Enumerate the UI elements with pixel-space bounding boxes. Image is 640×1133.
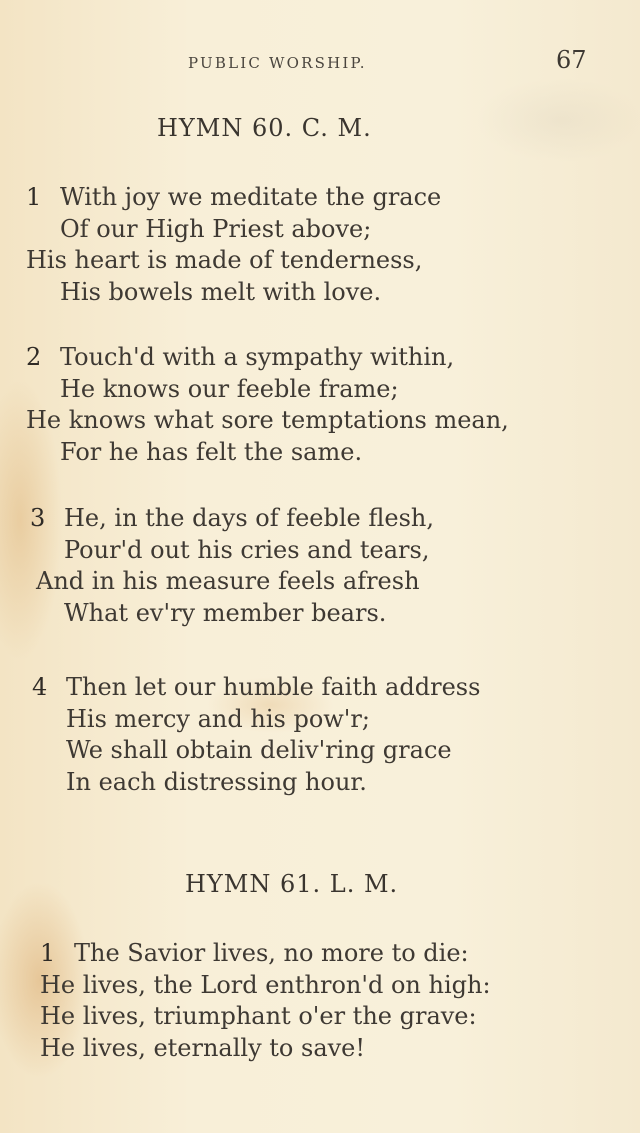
- verse-line: 2 Touch'd with a sympathy within,: [26, 342, 509, 374]
- verse-line: Pour'd out his cries and tears,: [64, 535, 430, 564]
- stanza: [40, 938, 491, 1064]
- verse-line: 1 The Savior lives, no more to die:: [40, 938, 491, 970]
- verse-line: He knows our feeble frame;: [60, 374, 399, 403]
- verse-line: 1 With joy we meditate the grace: [26, 182, 441, 214]
- verse-line: What ev'ry member bears.: [64, 598, 387, 627]
- verse-line: He lives, triumphant o'er the grave:: [40, 1002, 477, 1030]
- stanza: [26, 182, 441, 308]
- stanza-number: 1: [40, 939, 56, 967]
- verse-line: His bowels melt with love.: [60, 277, 382, 306]
- verse-line: His mercy and his pow'r;: [66, 704, 370, 733]
- stanza-number: 1: [26, 183, 42, 211]
- verse-line: Of our High Priest above;: [60, 214, 372, 243]
- stanza-number: 3: [30, 504, 46, 532]
- verse-line: For he has felt the same.: [60, 437, 363, 466]
- page-number: 67: [556, 46, 587, 74]
- running-head: PUBLIC WORSHIP.: [188, 54, 367, 72]
- verse-line: In each distressing hour.: [66, 767, 367, 796]
- verse-line: 3 He, in the days of feeble flesh,: [30, 503, 434, 535]
- hymn-title: HYMN 61. L. M.: [185, 870, 399, 898]
- stanza-number: 4: [32, 673, 48, 701]
- stanza-number: 2: [26, 343, 42, 371]
- verse-line: We shall obtain deliv'ring grace: [66, 736, 452, 764]
- verse-line: He lives, eternally to save!: [40, 1033, 366, 1062]
- verse-line: And in his measure feels afresh: [36, 567, 420, 595]
- verse-line: He lives, the Lord enthron'd on high:: [40, 970, 491, 999]
- verse-line: 4 Then let our humble faith address: [32, 672, 480, 704]
- stanza: [32, 672, 480, 798]
- verse-line: His heart is made of tenderness,: [26, 246, 423, 274]
- verse-line: He knows what sore temptations mean,: [26, 406, 509, 434]
- stanza: [26, 342, 509, 468]
- stanza: [30, 503, 434, 629]
- hymn-title: HYMN 60. C. M.: [157, 114, 372, 142]
